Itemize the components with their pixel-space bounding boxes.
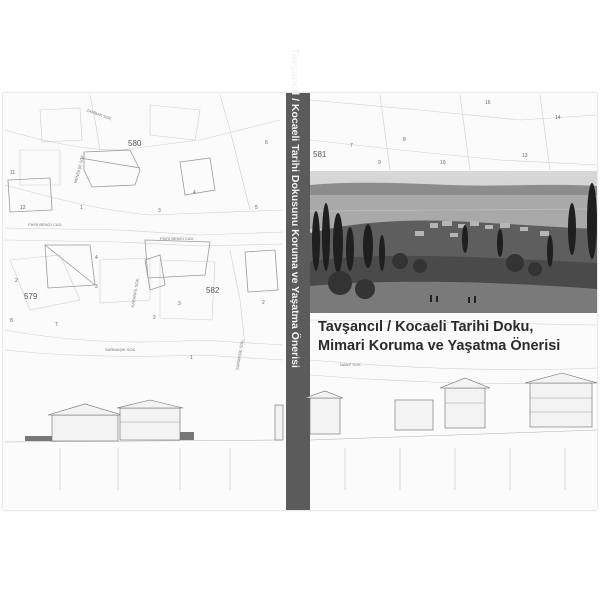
- cover-title-line1: Tavşancıl / Kocaeli Tarihi Doku,: [318, 319, 534, 335]
- street-label: MENEKŞE SOK.: [72, 153, 86, 184]
- lot-number: 4: [193, 190, 196, 196]
- street-label: SARMAŞIK SOK.: [105, 347, 137, 352]
- lot-number: 6: [265, 140, 268, 146]
- lot-number: 13: [522, 153, 528, 159]
- street-label: FİKRİ BENGİ CAD.: [28, 222, 63, 227]
- lot-number: 2: [153, 315, 156, 321]
- street-label: KARANFİL SOK.: [129, 277, 141, 308]
- street-label: FİKRİ BENGİ CAD.: [160, 236, 195, 241]
- parcel-label: 582: [206, 286, 220, 295]
- lot-number: 5: [255, 205, 258, 211]
- street-label: ZAMBAK SOK.: [85, 107, 114, 122]
- lot-number: 11: [10, 170, 16, 176]
- parcel-label: 581: [313, 150, 327, 159]
- lot-number: 4: [95, 255, 98, 261]
- lot-number: 8: [10, 318, 13, 324]
- parcel-label: 580: [128, 139, 142, 148]
- lot-number: 2: [262, 300, 265, 306]
- lot-number: 8: [403, 137, 406, 143]
- lot-number: 1: [80, 205, 83, 211]
- lot-number: 3: [178, 301, 181, 307]
- cover-title: [318, 318, 598, 356]
- village-landscape-image: [310, 171, 597, 313]
- lot-number: 1: [190, 355, 193, 361]
- lot-number: 3: [158, 208, 161, 214]
- spine-title: Tavşancıl / Kocaeli Tarihi Dokusunu Koruma ve Yaşatma Önerisi: [289, 48, 301, 368]
- lot-number: 7: [350, 143, 353, 149]
- lot-number: 7: [55, 322, 58, 328]
- lot-number: 9: [378, 160, 381, 166]
- lot-number: 12: [20, 205, 26, 211]
- lot-number: 3: [95, 284, 98, 290]
- lot-number: 2: [15, 278, 18, 284]
- lot-number: 14: [555, 115, 561, 121]
- lot-number: 10: [440, 160, 446, 166]
- street-label: SARMAŞIK SOK.: [234, 338, 245, 371]
- cover-title-line2: Mimari Koruma ve Yaşatma Önerisi: [318, 338, 561, 354]
- landscape-photo: [310, 171, 597, 313]
- parcel-label: 579: [24, 292, 38, 301]
- street-label: NANE SOK.: [340, 362, 362, 367]
- lot-number: 16: [485, 100, 491, 106]
